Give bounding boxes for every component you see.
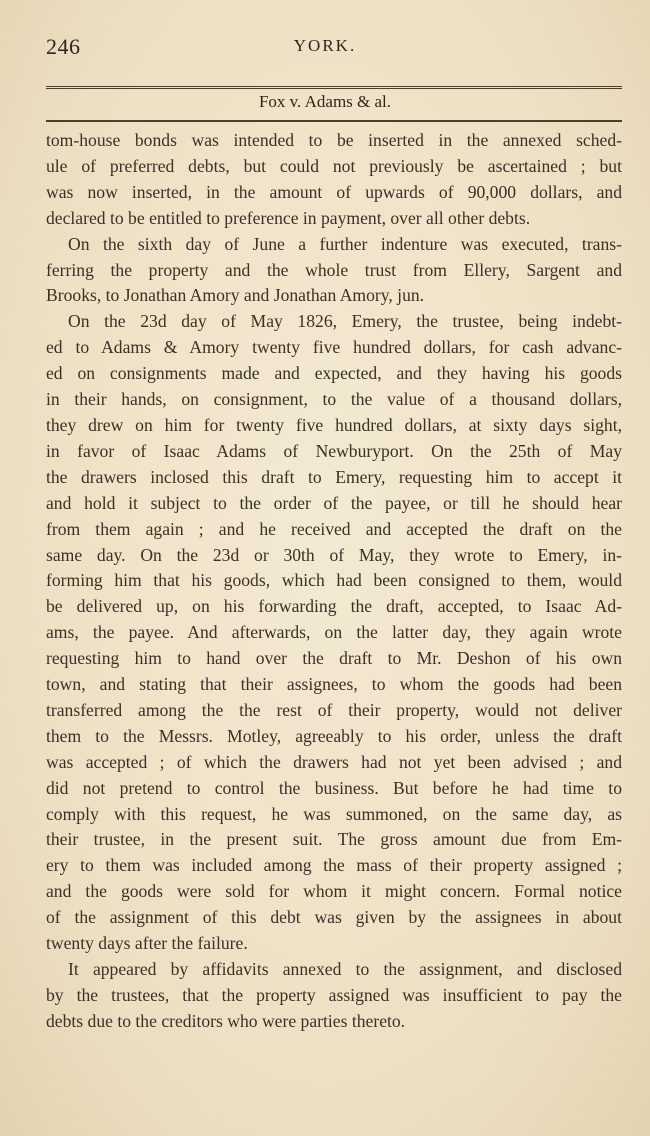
text-line: debts due to the creditors who were parties thereto. — [46, 1010, 406, 1031]
text-line: the drawers inclosed this draft to Emery, requesting him to accept it — [46, 466, 622, 487]
text-line: ferring the property and the whole trust from Ellery, Sargent and — [46, 259, 622, 280]
case-title: Fox v. Adams & al. — [258, 92, 392, 111]
text-line: same day. On the 23d or 30th of May, they wrote to Emery, in- — [46, 544, 622, 565]
text-line: ed to Adams & Amory twenty five hundred dollars, for cash advanc- — [46, 337, 622, 358]
text-line: ule of preferred debts, but could not previously be ascertained ; but — [46, 155, 622, 176]
text-line: by the trustees, that the property assigned was insufficient to pay the — [46, 984, 622, 1005]
text-line: comply with this request, he was summoned, on the same day, as — [46, 803, 622, 824]
text-line: town, and stating that their assignees, to whom the goods had been — [46, 674, 622, 695]
text-line: and the goods were sold for whom it might concern. Formal notice — [46, 881, 622, 902]
text-line: Brooks, to Jonathan Amory and Jonathan Amory, jun. — [46, 285, 425, 306]
text-line: transferred among the the rest of their property, would not deliver — [46, 699, 622, 720]
page-number: 246 — [46, 34, 81, 59]
running-head: YORK. — [293, 36, 357, 55]
text-line: in their hands, on consignment, to the value of a thousand dollars, — [46, 389, 622, 410]
text-line: declared to be entitled to preference in payment, over all other debts. — [46, 207, 531, 228]
body-text — [46, 128, 622, 1035]
text-line: requesting him to hand over the draft to Mr. Deshon of his own — [46, 648, 622, 669]
text-line: On the 23d day of May 1826, Emery, the trustee, being indebt- — [68, 311, 622, 332]
text-line: be delivered up, on his forwarding the draft, accepted, to Isaac Ad- — [46, 596, 622, 617]
text-line: ery to them was included among the mass of their property assigned ; — [46, 855, 622, 876]
text-line: tom-house bonds was intended to be inserted in the annexed sched- — [46, 130, 622, 150]
text-line: did not pretend to control the business. But before he had time to — [46, 777, 622, 798]
text-line: forming him that his goods, which had been consigned to them, would — [46, 570, 622, 591]
text-line: from them again ; and he received and accepted the draft on the — [46, 518, 622, 539]
text-line: in favor of Isaac Adams of Newburyport. On the 25th of May — [46, 440, 622, 461]
text-line: their trustee, in the present suit. The gross amount due from Em- — [46, 829, 622, 850]
text-line: they drew on him for twenty five hundred dollars, at sixty days sight, — [46, 414, 622, 435]
text-line: On the sixth day of June a further indenture was executed, trans- — [68, 233, 622, 254]
text-line: them to the Messrs. Motley, agreeably to his order, unless the draft — [46, 725, 622, 746]
text-line: and hold it subject to the order of the payee, or till he should hear — [46, 492, 622, 513]
text-line: It appeared by affidavits annexed to the assignment, and disclosed — [68, 959, 622, 979]
text-line: twenty days after the failure. — [46, 933, 248, 954]
text-line: was accepted ; of which the drawers had not yet been advised ; and — [46, 751, 622, 772]
text-line: ams, the payee. And afterwards, on the latter day, they again wrote — [46, 622, 622, 643]
header-rule — [46, 86, 622, 89]
text-line: was now inserted, in the amount of upwards of 90,000 dollars, and — [46, 181, 622, 202]
case-title-rule — [46, 120, 622, 122]
text-line: of the assignment of this debt was given by the assignees in about — [46, 907, 622, 928]
text-line: ed on consignments made and expected, and they having his goods — [46, 363, 622, 384]
